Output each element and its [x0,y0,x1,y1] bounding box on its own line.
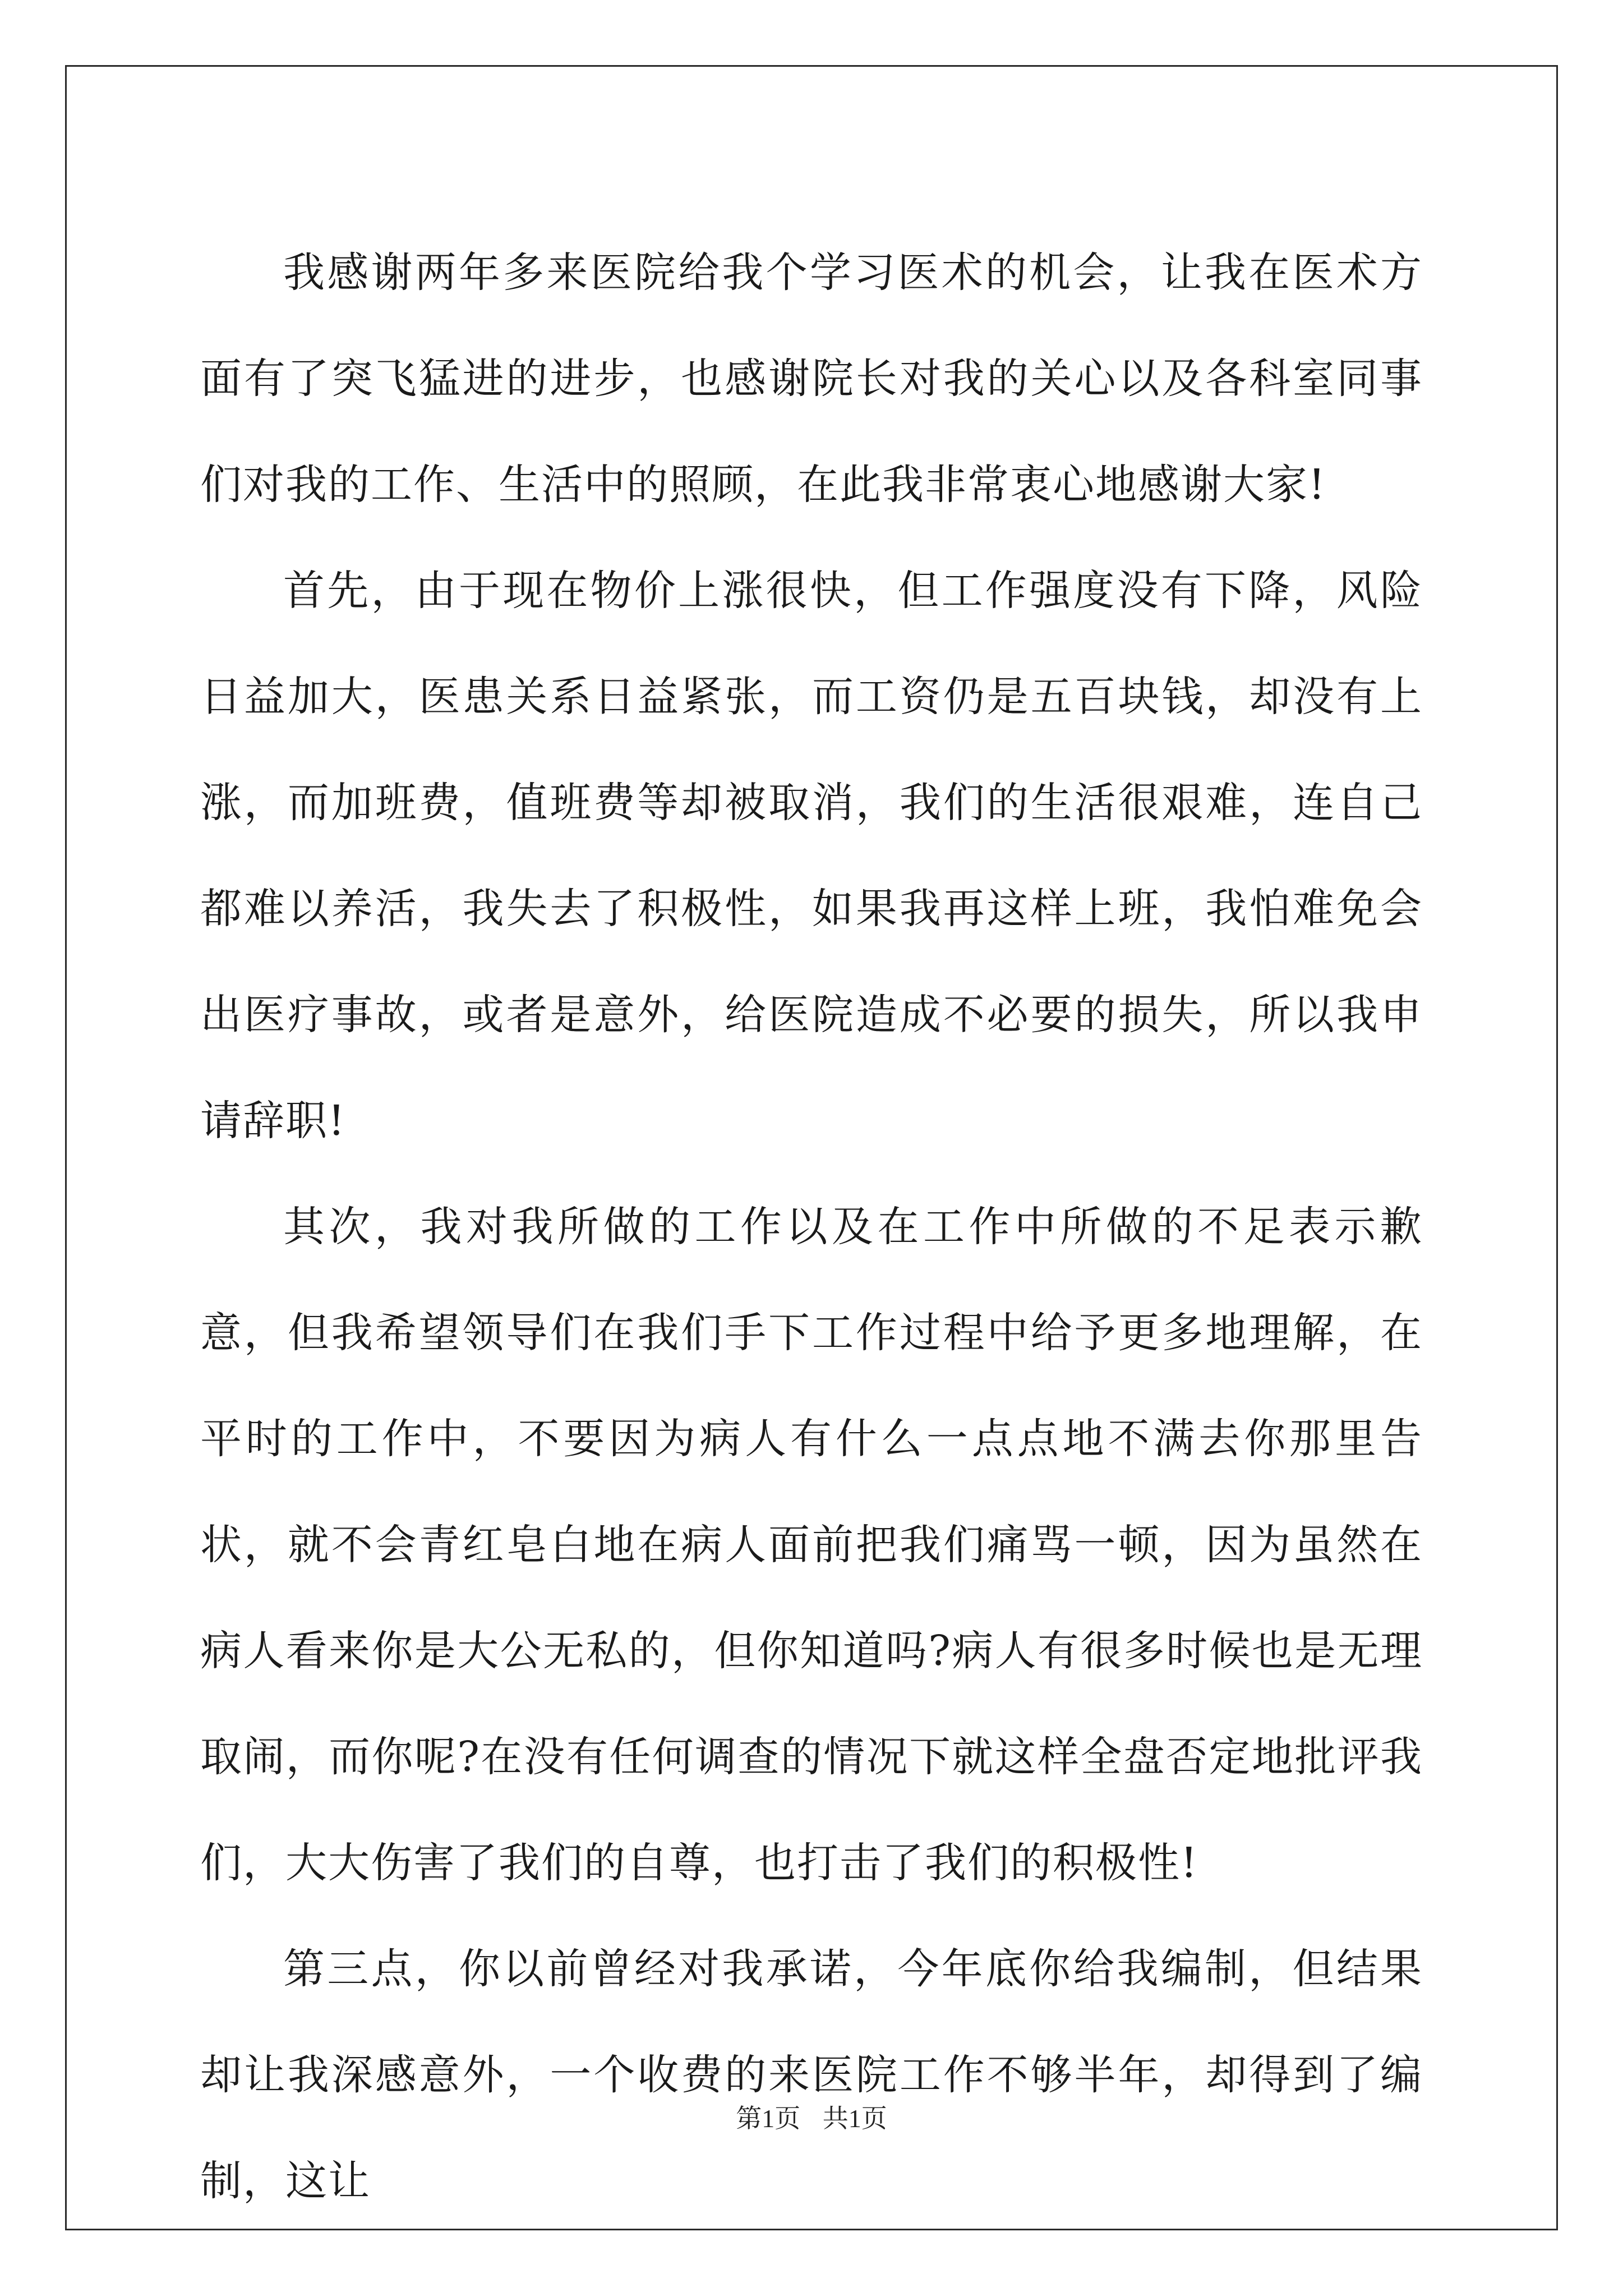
paragraph-third-reason: 第三点，你以前曾经对我承诺，今年底你给我编制，但结果却让我深感意外，一个收费的来医院工作不够半年，却得到了编制，这让 [200,1945,1423,2205]
page-number: 第1页 [736,2104,801,2133]
page-total: 共1页 [822,2104,887,2133]
paragraph-second-reason: 其次，我对我所做的工作以及在工作中所做的不足表示歉意，但我希望领导们在我们手下工作过程中给予更多地理解，在平时的工作中，不要因为病人有什么一点点地不满去你那里告状，就不会青红皂白地在病人面前把我们痛骂一顿，因为虽然在病人看来你是大公无私的，但你知道吗?病人有很多时候也是无理取闹，而你呢?在没有任何调查的情况下就这样全盘否定地批评我们，大大伤害了我们的自尊，也打击了我们的积极性! [200,1203,1423,1887]
paragraph-first-reason: 首先，由于现在物价上涨很快，但工作强度没有下降，风险日益加大，医患关系日益紧张，而工资仍是五百块钱，却没有上涨，而加班费，值班费等却被取消，我们的生活很艰难，连自己都难以养活，我失去了积极性，如果我再这样上班，我怕难免会出医疗事故，或者是意外，给医院造成不必要的损失，所以我申请辞职! [200,567,1423,1145]
page-footer [0,2098,1623,2135]
document-body [200,220,1423,2234]
paragraph-gratitude: 我感谢两年多来医院给我个学习医术的机会，让我在医术方面有了突飞猛进的进步，也感谢院长对我的关心以及各科室同事们对我的工作、生活中的照顾，在此我非常衷心地感谢大家! [200,249,1423,509]
